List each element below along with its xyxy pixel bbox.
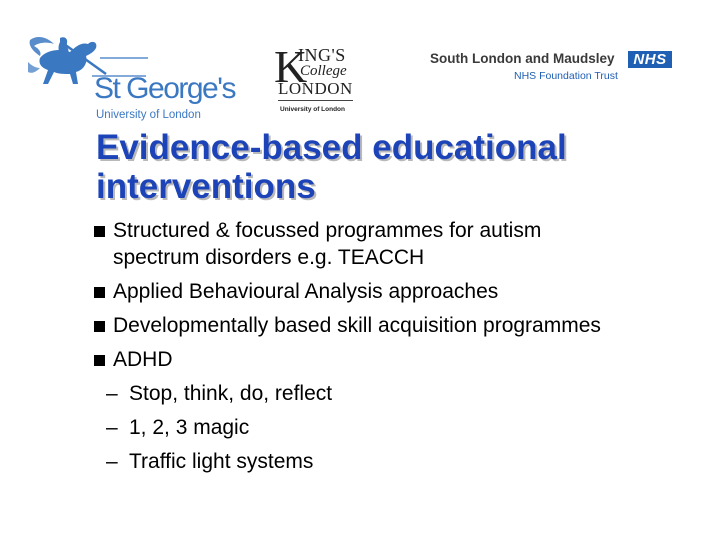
list-item (92, 217, 702, 271)
slam-trust: NHS Foundation Trust (514, 70, 618, 82)
slide-title-line-2: interventions (96, 167, 316, 206)
list-item-text: spectrum disorders e.g. TEACCH (113, 246, 425, 269)
dash-bullet: – (106, 416, 118, 439)
square-bullet-icon (94, 226, 105, 237)
kcl-london: LONDON (278, 80, 353, 101)
slide-title (96, 128, 696, 206)
list-item-text: Developmentally based skill acquisition programmes (113, 314, 601, 337)
slide-title-line-1: Evidence-based educational (96, 128, 567, 167)
kcl-subtitle: University of London (280, 106, 345, 113)
list-item (92, 346, 702, 373)
nhs-badge: NHS (628, 51, 672, 68)
kcl-letter-k: K (274, 41, 308, 92)
square-bullet-icon (94, 355, 105, 366)
kcl-college: College (300, 63, 347, 79)
sub-list-item (92, 448, 702, 475)
sub-list-item-text: Stop, think, do, reflect (129, 382, 333, 405)
list-item-text: Structured & focussed programmes for autism (113, 219, 542, 242)
sub-list-item (92, 414, 702, 441)
slam-nhs-logo (430, 50, 680, 86)
list-item (92, 278, 702, 305)
kings-college-london-logo (272, 42, 362, 122)
st-georges-subtitle: University of London (96, 109, 201, 121)
square-bullet-icon (94, 287, 105, 298)
sub-list-item (92, 380, 702, 407)
list-item (92, 312, 702, 339)
slam-name: South London and Maudsley (430, 51, 615, 66)
bullet-list (92, 217, 702, 482)
st-georges-name: St George's (94, 72, 235, 105)
list-item-text: ADHD (113, 348, 173, 371)
square-bullet-icon (94, 321, 105, 332)
sub-list-item-text: Traffic light systems (129, 450, 314, 473)
list-item-text: Applied Behavioural Analysis approaches (113, 280, 499, 303)
dash-bullet: – (106, 382, 118, 405)
st-georges-logo (26, 30, 235, 122)
dash-bullet: – (106, 450, 118, 473)
sub-list-item-text: 1, 2, 3 magic (129, 416, 250, 439)
kcl-ings: ING'S (298, 45, 346, 65)
